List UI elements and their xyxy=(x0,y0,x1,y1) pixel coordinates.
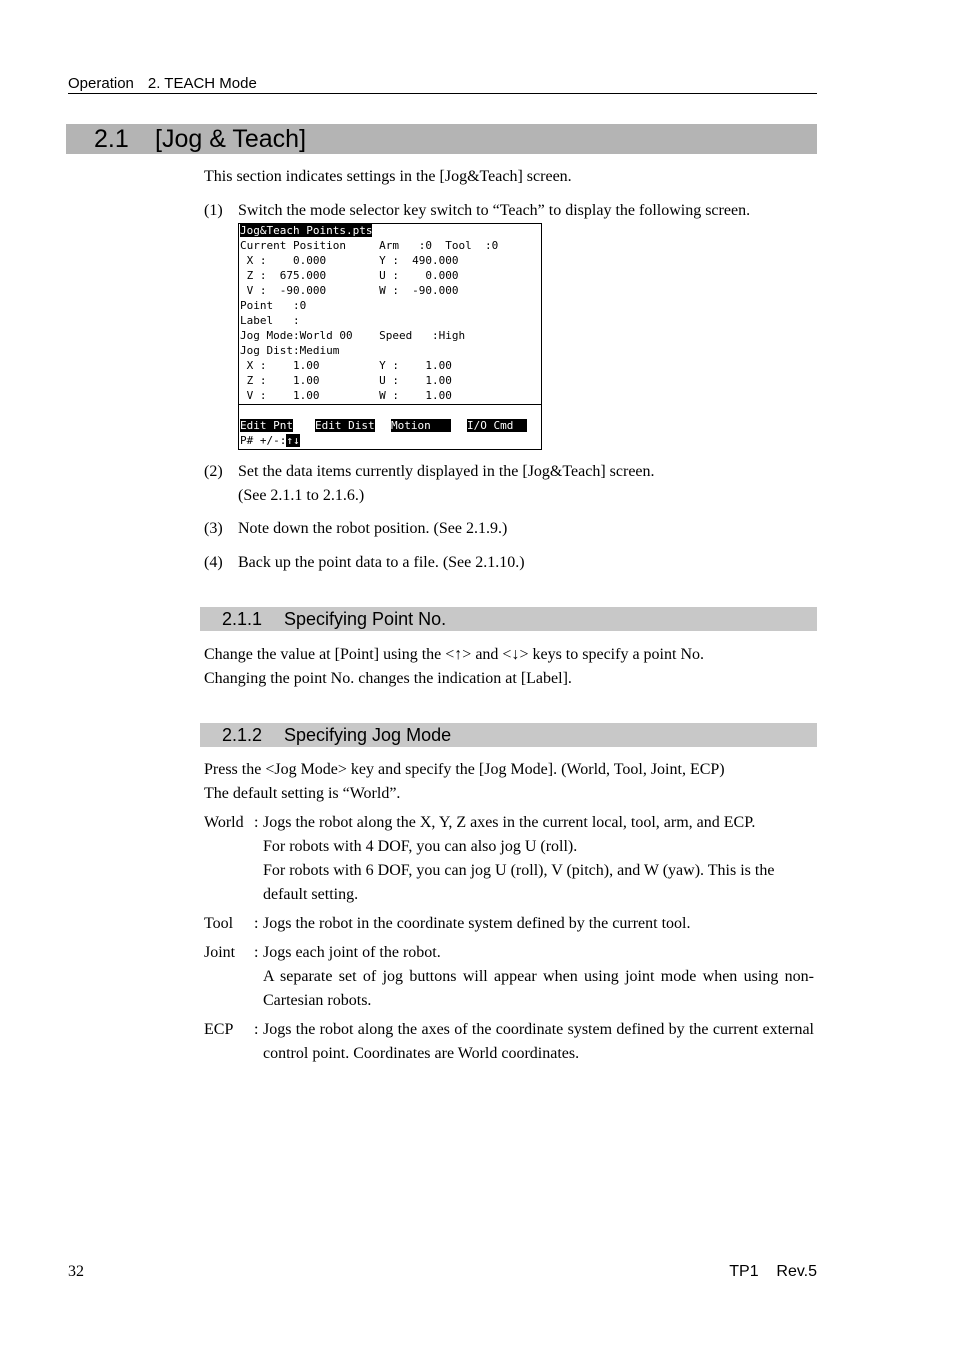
definition-body xyxy=(263,1018,814,1066)
subsection-title: Specifying Point No. xyxy=(284,609,447,629)
paragraph-line: Changing the point No. changes the indication at [Label]. xyxy=(204,670,572,687)
paragraph-line: The default setting is “World”. xyxy=(204,785,401,802)
screen-line: Jog Mode:World 00 Speed :High xyxy=(240,329,466,342)
document-id: TP1 Rev.5 xyxy=(729,1263,817,1280)
step-text: Switch the mode selector key switch to “Teach” to display the following screen. xyxy=(238,202,751,219)
screen-prompt-keys: ↑↓ xyxy=(286,434,300,447)
definition-term: World xyxy=(204,814,244,831)
definition-body xyxy=(263,941,814,1013)
screen-line: Current Position Arm :0 Tool :0 xyxy=(240,239,499,252)
screen-line: Z : 1.00 U : 1.00 xyxy=(240,374,452,387)
softkey-edit-pnt: Edit Pnt xyxy=(240,419,293,432)
definition-term: Tool xyxy=(204,915,234,932)
section-intro: This section indicates settings in the [Jog&Teach] screen. xyxy=(204,168,572,185)
definition-text: Jogs each joint of the robot. xyxy=(263,944,441,961)
screen-line: Point :0 xyxy=(240,299,307,312)
screen-line: V : -90.000 W : -90.000 xyxy=(240,284,459,297)
definition-extra: For robots with 6 DOF, you can jog U (roll), V (pitch), and W (yaw). This is the default setting. xyxy=(263,862,775,903)
definition-colon: : xyxy=(254,944,259,961)
teach-pendant-screen xyxy=(238,223,542,450)
step-text: Back up the point data to a file. (See 2.1.10.) xyxy=(238,554,525,571)
screen-line: V : 1.00 W : 1.00 xyxy=(240,389,452,402)
paragraph-line: Press the <Jog Mode> key and specify the [Jog Mode]. (World, Tool, Joint, ECP) xyxy=(204,761,725,778)
definition-text: Jogs the robot along the X, Y, Z axes in the current local, tool, arm, and ECP. xyxy=(263,814,756,831)
step-number: (1) xyxy=(204,202,223,219)
subsection-heading-2-1-1 xyxy=(200,607,817,631)
step-text: Note down the robot position. (See 2.1.9.) xyxy=(238,520,508,537)
screen-line: X : 0.000 Y : 490.000 xyxy=(240,254,459,267)
screen-prompt: P# +/-: xyxy=(240,434,287,447)
subsection-number: 2.1.2 xyxy=(222,725,263,745)
page-number: 32 xyxy=(68,1263,84,1280)
definition-extra: A separate set of jog buttons will appear when using joint mode when using non-Cartesian robots. xyxy=(263,968,814,1009)
definition-text: Jogs the robot in the coordinate system defined by the current tool. xyxy=(263,915,691,932)
screen-line: Label : xyxy=(240,314,300,327)
softkey-motion: Motion xyxy=(391,419,451,432)
subsection-number: 2.1.1 xyxy=(222,609,263,629)
screen-divider xyxy=(239,404,541,405)
paragraph-line: Change the value at [Point] using the <↑> and <↓> keys to specify a point No. xyxy=(204,646,704,663)
subsection-heading-2-1-2 xyxy=(200,723,817,747)
screen-title-bar: Jog&Teach Points.pts xyxy=(240,224,373,237)
definition-body xyxy=(263,811,814,907)
definition-extra: For robots with 4 DOF, you can also jog U (roll). xyxy=(263,838,578,855)
subsection-title: Specifying Jog Mode xyxy=(284,725,452,745)
step-number: (2) xyxy=(204,463,223,480)
step-number: (4) xyxy=(204,554,223,571)
step-number: (3) xyxy=(204,520,223,537)
header-chapter: 2. TEACH Mode xyxy=(147,75,257,92)
definition-colon: : xyxy=(254,915,259,932)
softkey-edit-dist: Edit Dist xyxy=(315,419,375,432)
definition-colon: : xyxy=(254,1021,259,1038)
definition-term: Joint xyxy=(204,944,236,961)
header-section: Operation xyxy=(68,75,134,92)
step-subtext: (See 2.1.1 to 2.1.6.) xyxy=(238,487,365,504)
step-text: Set the data items currently displayed in the [Jog&Teach] screen. xyxy=(238,463,655,480)
definition-term: ECP xyxy=(204,1021,234,1038)
softkey-io-cmd: I/O Cmd xyxy=(467,419,527,432)
section-title: [Jog & Teach] xyxy=(155,125,307,153)
screen-line: Z : 675.000 U : 0.000 xyxy=(240,269,459,282)
definition-text: Jogs the robot along the axes of the coordinate system defined by the current external control point. Coordinates are World coordinates. xyxy=(263,1021,814,1062)
definition-body xyxy=(263,912,814,936)
running-header xyxy=(68,75,817,94)
definition-colon: : xyxy=(254,814,259,831)
section-heading xyxy=(66,124,817,154)
section-number: 2.1 xyxy=(94,125,129,153)
screen-line: X : 1.00 Y : 1.00 xyxy=(240,359,452,372)
screen-line: Jog Dist:Medium xyxy=(240,344,340,357)
